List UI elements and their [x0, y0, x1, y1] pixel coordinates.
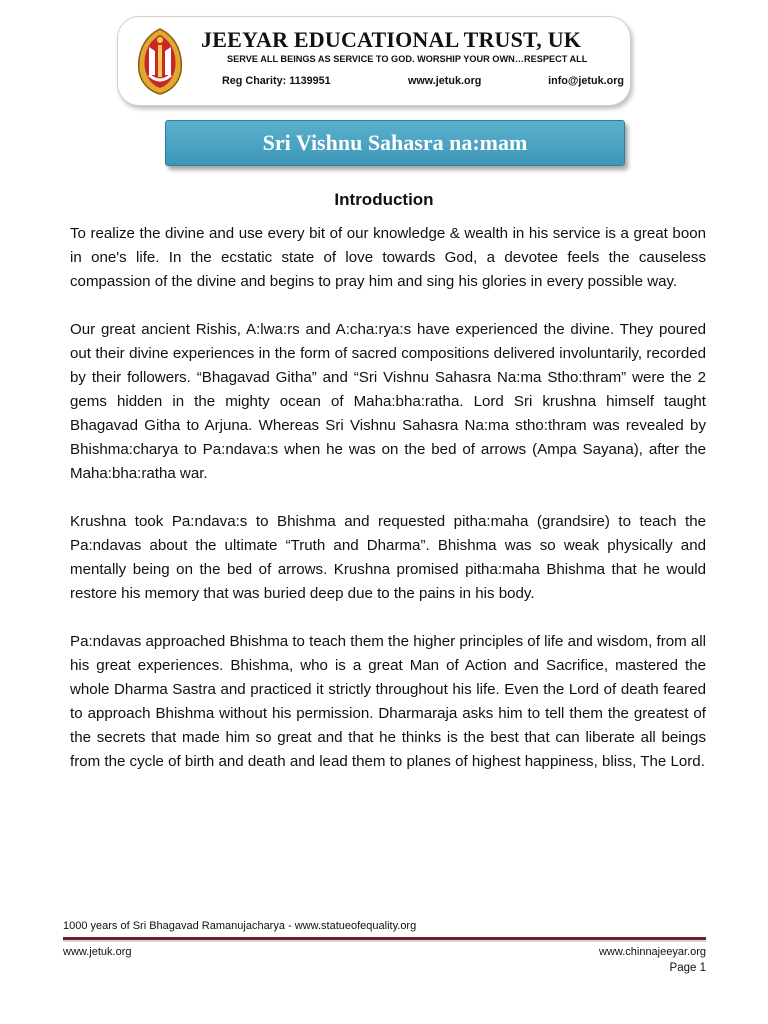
footer-note: 1000 years of Sri Bhagavad Ramanujacharya - www.statueofequality.org [63, 920, 417, 932]
reg-charity: Reg Charity: 1139951 [222, 75, 331, 87]
footer-chinnajeeyar-link[interactable]: www.chinnajeeyar.org [598, 946, 706, 958]
section-title: Introduction [334, 190, 434, 209]
page-number: Page 1 [669, 962, 706, 974]
footer-website-link[interactable]: www.jetuk.org [63, 946, 132, 958]
email-link[interactable]: info@jetuk.org [548, 75, 624, 87]
website-link[interactable]: www.jetuk.org [408, 75, 482, 87]
letterhead [117, 16, 631, 106]
org-name: JEEYAR EDUCATIONAL TRUST, UK [201, 27, 582, 52]
org-tagline: SERVE ALL BEINGS AS SERVICE TO GOD. WORSHIP YOUR OWN…RESPECT ALL [227, 54, 588, 64]
paragraph: Krushna took Pa:ndava:s to Bhishma and requested pitha:maha (grandsire) to teach the Pa:ndavas about the ultimate “Truth and Dharma”. Bhishma was so weak physically and mentally being on the bed of arrows. Krushna promised pitha:maha Bhishma that he would restore his memory that was buried deep due to the pains in his body. [70, 513, 706, 602]
paragraph: Our great ancient Rishis, A:lwa:rs and A:cha:rya:s have experienced the divine. They poured out their divine experiences in the form of sacred compositions delivered involuntarily, recorded by their followers. “Bhagavad Githa” and “Sri Vishnu Sahasra Na:ma Stho:thram” were the 2 gems hidden in the mighty ocean of Maha:bha:ratha. Lord Sri krushna himself taught Bhagavad Githa to Arjuna. Whereas Sri Vishnu Sahasra Na:ma stho:thram was revealed by Bhishma:charya to Pa:ndava:s when he was on the bed of arrows (Ampa Sayana), after the Maha:bha:ratha war. [70, 321, 706, 482]
paragraph: To realize the divine and use every bit of our knowledge & wealth in his service is a great boon in one's life. In the ecstatic state of love towards God, a devotee feels the causeless compassion of the divine and begins to pray him and sing his glories in every possible way. [70, 225, 706, 290]
paragraph: Pa:ndavas approached Bhishma to teach them the higher principles of life and wisdom, from all his great experiences. Bhishma, who is a great Man of Action and Sacrifice, mastered the whole Dharma Sastra and practiced it strictly throughout his life. Even the Lord of death feared to approach Bhishma without his permission. Dharmaraja asks him to tell them the greatest of the secrets that made him so great and that he thinks is the best that can liberate all beings from the cycle of birth and death and lead them to planes of highest happiness, bliss, The Lord. [70, 633, 706, 770]
footer-divider [63, 937, 706, 942]
title-banner: Sri Vishnu Sahasra na:mam [165, 120, 625, 166]
namam-emblem-icon [131, 25, 189, 97]
body-text [70, 222, 706, 798]
